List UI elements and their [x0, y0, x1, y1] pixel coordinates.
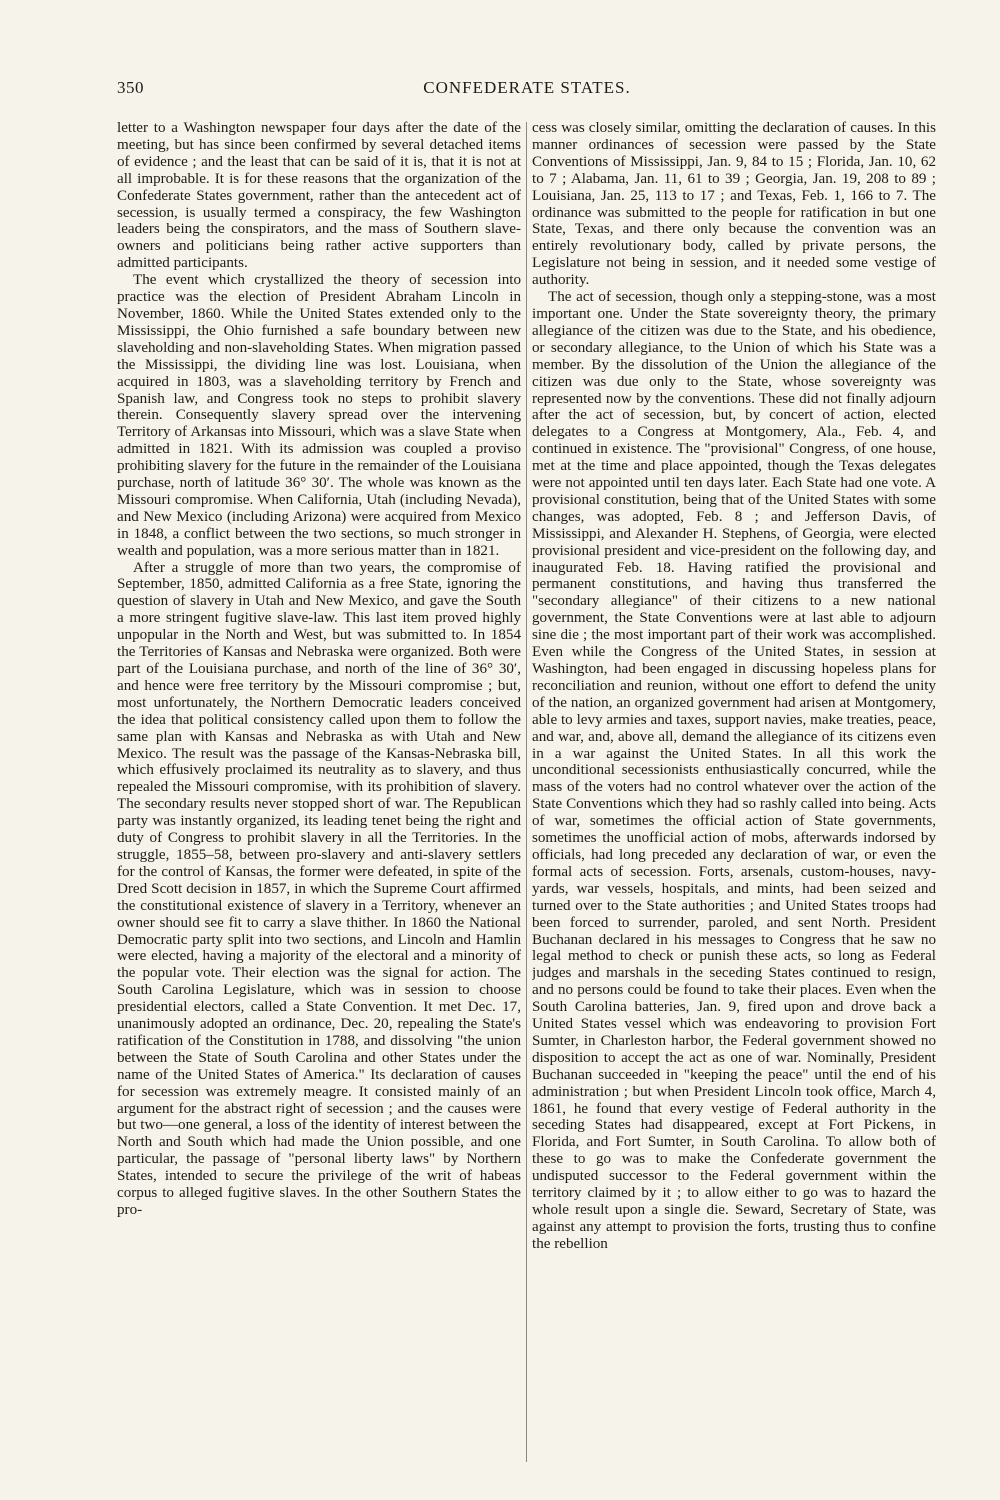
paragraph: cess was closely similar, omitting the declaration of causes. In this manner ordinances of secession were passed by the State Conventions of Mississippi, Jan. 9, 84 to 15 ; Florida, Jan. 10, 62 to 7 ; Alabama, Jan. 11, 61 to 39 ; Georgia, Jan. 19, 208 to 89 ; Louisiana, Jan. 25, 113 to 17 ; and Texas, Feb. 1, 166 to 7. The ordinance was submitted to the people for ratification in but one State, Texas, and there only because the convention was an entirely revolutionary body, called by private persons, the Legislature not being in session, and it needed some vestige of authority.: [532, 120, 936, 289]
paragraph: letter to a Washington newspaper four days after the date of the meeting, but has since been confirmed by several detached items of evidence ; and the least that can be said of it is, that it is not at all improbable. It is for these reasons that the organization of the Confederate States government, rather than the antecedent act of secession, is usually termed a conspiracy, the few Washington leaders being the conspirators, and the mass of Southern slave-owners and politicians being rather active supporters than admitted participants.: [117, 120, 521, 272]
page-header: [117, 78, 937, 104]
running-title: CONFEDERATE STATES.: [423, 78, 631, 97]
column-divider: [526, 122, 527, 1462]
paragraph: The event which crystallized the theory of secession into practice was the election of President Abraham Lincoln in November, 1860. While the United States extended only to the Mississippi, the Ohio furnished a safe boundary between new slaveholding and non-slaveholding States. When migration passed the Mississippi, the dividing line was lost. Louisiana, when acquired in 1803, was a slaveholding territory by French and Spanish law, and Congress took no steps to prohibit slavery therein. Consequently slavery spread over the intervening Territory of Arkansas into Missouri, which was a slave State when admitted in 1821. With its admission was coupled a proviso prohibiting slavery for the future in the remainder of the Louisiana purchase, north of latitude 36° 30′. The whole was known as the Missouri compromise. When California, Utah (including Nevada), and New Mexico (including Arizona) were acquired from Mexico in 1848, a conflict between the two sections, so much stronger in wealth and population, was a more serious matter than in 1821.: [117, 272, 521, 559]
right-column: [532, 120, 936, 1480]
paragraph: The act of secession, though only a stepping-stone, was a most important one. Under the State sovereignty theory, the primary allegiance of the citizen was due to the State, and his obedience, or secondary allegiance, to the Union of which his State was a member. By the dissolution of the Union the allegiance of the citizen was due only to the State, whose sovereignty was represented now by the conventions. These did not finally adjourn after the act of secession, but, by concert of action, elected delegates to a Congress at Montgomery, Ala., Feb. 4, and continued in existence. The "provisional" Congress, of one house, met at the time and place appointed, though the Texas delegates were not appointed until ten days later. Each State had one vote. A provisional constitution, being that of the United States with some changes, was adopted, Feb. 8 ; and Jefferson Davis, of Mississippi, and Alexander H. Stephens, of Georgia, were elected provisional president and vice-president on the following day, and inaugurated Feb. 18. Having ratified the provisional and permanent constitutions, and having thus transferred the "secondary allegiance" of their citizens to a new national government, the State Conventions were at last able to adjourn sine die ; the most important part of their work was accomplished. Even while the Congress of the United States, in session at Washington, had been engaged in discussing hopeless plans for reconciliation and reunion, without one effort to defend the unity of the nation, an organized government had arisen at Montgomery, able to levy armies and taxes, support navies, make treaties, peace, and war, and, above all, demand the allegiance of its citizens even in a war against the United States. In all this work the unconditional secessionists enthusiastically concurred, while the mass of the voters had no control whatever over the action of the State Conventions which they had so rashly called into being. Acts of war, sometimes the official action of State governments, sometimes the unofficial action of mobs, afterwards indorsed by officials, had long preceded any declaration of war, or even the formal acts of secession. Forts, arsenals, custom-houses, navy-yards, war vessels, hospitals, and mints, had been seized and turned over to the State authorities ; and United States troops had been forced to surrender, paroled, and sent North. President Buchanan declared in his messages to Congress that he saw no legal method to check or punish these acts, so long as Federal judges and marshals in the seceding States continued to resign, and no persons could be found to take their places. Even when the South Carolina batteries, Jan. 9, fired upon and drove back a United States vessel which was endeavoring to provision Fort Sumter, in Charleston harbor, the Federal government showed no disposition to accept the act as one of war. Nominally, President Buchanan succeeded in "keeping the peace" until the end of his administration ; but when President Lincoln took office, March 4, 1861, he found that every vestige of Federal authority in the seceding States had disappeared, except at Fort Pickens, in Florida, and Fort Sumter, in South Carolina. To allow both of these to go was to make the Confederate government the undisputed successor to the Federal government within the territory claimed by it ; to allow either to go was to hazard the whole result upon a single die. Seward, Secretary of State, was against any attempt to provision the forts, trusting thus to confine the rebellion: [532, 289, 936, 1252]
paragraph: After a struggle of more than two years, the compromise of September, 1850, admitted California as a free State, ignoring the question of slavery in Utah and New Mexico, and gave the South a more stringent fugitive slave-law. This last item proved highly unpopular in the North and West, but was submitted to. In 1854 the Territories of Kansas and Nebraska were organized. Both were part of the Louisiana purchase, and north of the line of 36° 30′, and hence were free territory by the Missouri compromise ; but, most unfortunately, the Northern Democratic leaders conceived the idea that political consistency called upon them to follow the same plan with Kansas and Nebraska as with Utah and New Mexico. The result was the passage of the Kansas-Nebraska bill, which effusively proclaimed its neutrality as to slavery, and thus repealed the Missouri compromise, with its prohibition of slavery. The secondary results never stopped short of war. The Republican party was instantly organized, its leading tenet being the right and duty of Congress to prohibit slavery in all the Territories. In the struggle, 1855–58, between pro-slavery and anti-slavery settlers for the control of Kansas, the former were defeated, in spite of the Dred Scott decision in 1857, in which the Supreme Court affirmed the constitutional existence of slavery in a Territory, whenever an owner should see fit to carry a slave thither. In 1860 the National Democratic party split into two sections, and Lincoln and Hamlin were elected, having a majority of the electoral and a minority of the popular vote. Their election was the signal for action. The South Carolina Legislature, which was in session to choose presidential electors, called a State Convention. It met Dec. 17, unanimously adopted an ordinance, Dec. 20, repealing the State's ratification of the Constitution in 1788, and dissolving "the union between the State of South Carolina and other States under the name of the United States of America." Its declaration of causes for secession was extremely meagre. It consisted mainly of an argument for the abstract right of secession ; and the causes were but two—one general, a loss of the identity of interest between the North and South which had made the Union possible, and one particular, the passage of "personal liberty laws" by Northern States, intended to secure the privilege of the writ of habeas corpus to alleged fugitive slaves. In the other Southern States the pro-: [117, 559, 521, 1218]
left-column: [117, 120, 521, 1480]
page-number: 350: [117, 78, 144, 97]
